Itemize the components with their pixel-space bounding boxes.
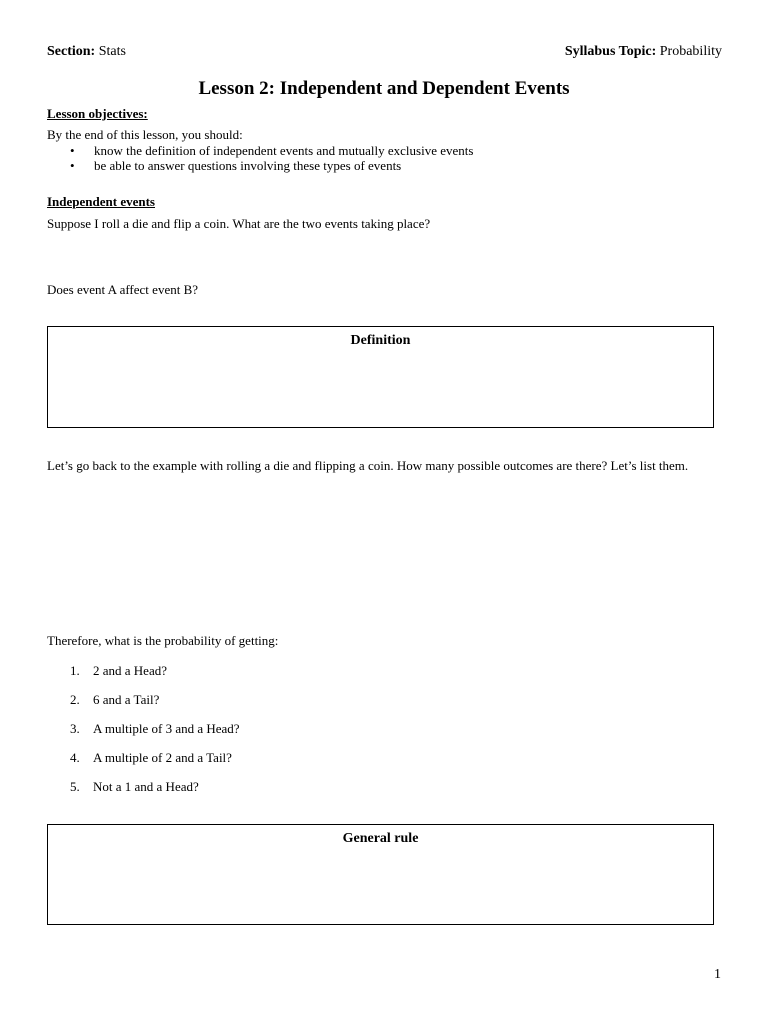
objective-text: be able to answer questions involving these types of events [94, 158, 402, 173]
objective-bullet [70, 158, 401, 174]
objective-text: know the definition of independent events and mutually exclusive events [94, 143, 474, 158]
item-text: 2 and a Head? [93, 663, 167, 678]
objectives-heading: Lesson objectives: [47, 106, 148, 121]
section-value: Stats [98, 44, 126, 59]
bullet-icon: • [70, 158, 75, 173]
definition-box-title: Definition [350, 333, 411, 348]
question-two-events: Suppose I roll a die and flip a coin. What are the two events taking place? [47, 216, 431, 231]
item-number: 3. [70, 721, 80, 736]
topic-value: Probability [659, 44, 722, 59]
objective-bullet [70, 143, 473, 159]
general-rule-box-title: General rule [342, 831, 419, 846]
syllabus-topic-header [565, 43, 722, 60]
list-item [70, 750, 232, 766]
bullet-icon: • [70, 143, 75, 158]
section-header [47, 43, 126, 60]
objectives-intro: By the end of this lesson, you should: [47, 127, 243, 142]
list-item [70, 779, 199, 795]
item-text: Not a 1 and a Head? [93, 779, 199, 794]
item-number: 4. [70, 750, 80, 765]
question-event-affect: Does event A affect event B? [47, 282, 199, 297]
item-number: 1. [70, 663, 80, 678]
topic-label: Syllabus Topic: [564, 44, 657, 59]
definition-box [47, 326, 714, 428]
probability-intro: Therefore, what is the probability of getting: [47, 633, 279, 648]
list-item [70, 692, 159, 708]
item-number: 5. [70, 779, 80, 794]
item-text: 6 and a Tail? [93, 692, 160, 707]
section-label: Section: [47, 44, 96, 59]
outcomes-question: Let’s go back to the example with rolling a die and flipping a coin. How many possible outcomes are there? Let’s list them. [47, 458, 689, 473]
general-rule-box [47, 824, 714, 925]
list-item [70, 721, 240, 737]
list-item [70, 663, 167, 679]
item-text: A multiple of 2 and a Tail? [93, 750, 232, 765]
independent-events-heading: Independent events [47, 194, 155, 209]
page-number: 1 [714, 967, 721, 982]
item-text: A multiple of 3 and a Head? [93, 721, 240, 736]
page-title: Lesson 2: Independent and Dependent Events [198, 78, 570, 99]
item-number: 2. [70, 692, 80, 707]
